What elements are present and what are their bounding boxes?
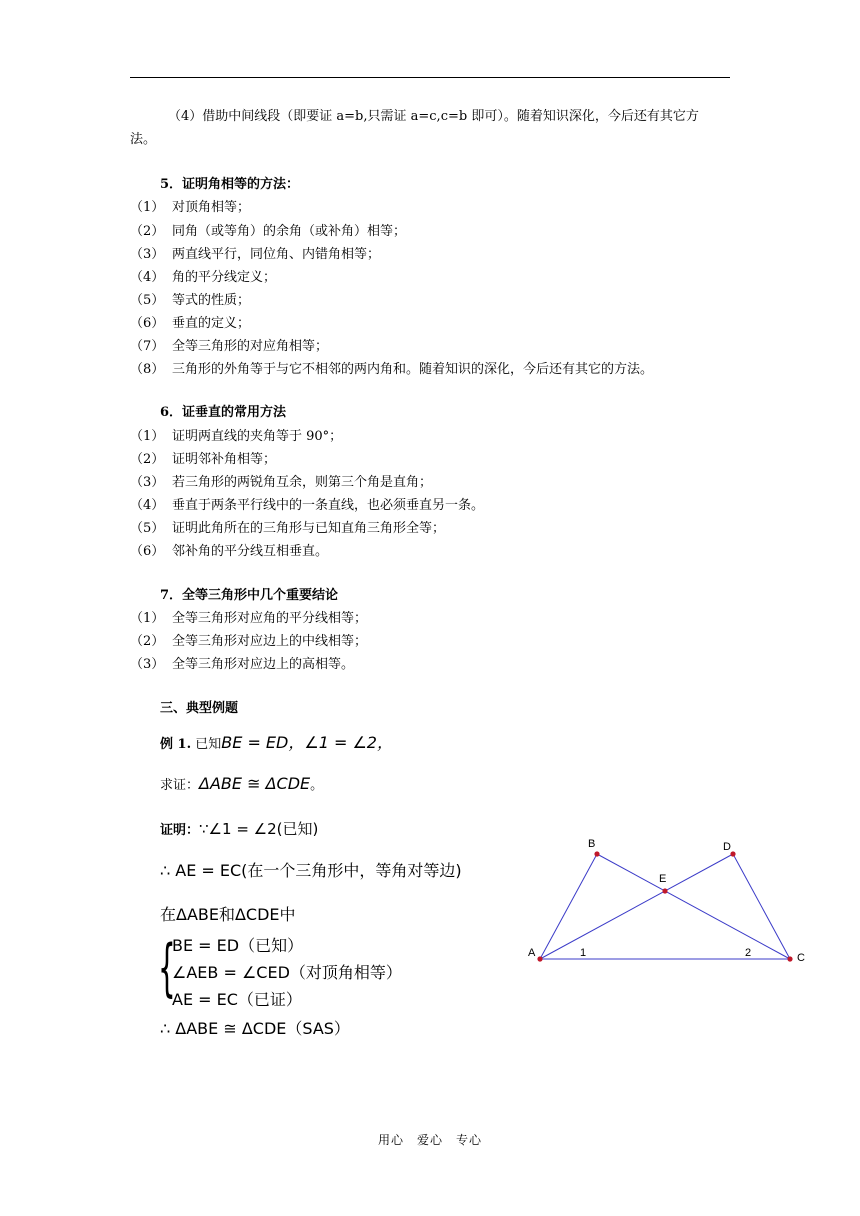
prove-math: ΔABE ≅ ΔCDE (199, 774, 311, 793)
example-1-prove: 求证：ΔABE ≅ ΔCDE。 (160, 774, 324, 793)
intro-line-1: （4）借助中间线段（即要证 a=b,只需证 a=c,c=b 即可）。随着知识深化，今后还有其它方 (168, 109, 699, 124)
list-item: （5） 证明此角所在的三角形与已知直角三角形全等； (130, 521, 446, 536)
page-footer: 用心 爱心 专心 (377, 1133, 482, 1147)
proof-step-2: ∴ AE = EC(在一个三角形中，等角对等边) (160, 861, 462, 880)
label-d: D (723, 841, 731, 853)
system-line-1: BE = ED（已知） (172, 936, 304, 955)
section-5-title: 5．证明角相等的方法： (160, 177, 300, 192)
label-c: C (797, 952, 805, 964)
header-rule (130, 77, 730, 78)
given-prefix: 已知 (195, 737, 222, 752)
system-line-2: ∠AEB = ∠CED（对顶角相等） (172, 963, 402, 982)
list-item: （3） 全等三角形对应边上的高相等。 (130, 657, 355, 672)
list-item: （4） 角的平分线定义； (130, 270, 277, 285)
label-angle-2: 2 (745, 947, 752, 959)
list-item: （1） 证明两直线的夹角等于 90°； (130, 429, 343, 444)
list-item: （2） 同角（或等角）的余角（或补角）相等； (130, 224, 407, 239)
list-item: （3） 若三角形的两锐角互余，则第三个角是直角； (130, 475, 433, 490)
label-e: E (659, 873, 667, 885)
proof-conclusion: ∴ ΔABE ≅ ΔCDE（SAS） (160, 1019, 350, 1038)
list-item: （7） 全等三角形的对应角相等； (130, 339, 329, 354)
label-b: B (588, 838, 596, 850)
point-b (594, 851, 599, 856)
system-brace: { (158, 931, 176, 1004)
point-a (537, 956, 542, 961)
example-label: 例 1. (160, 737, 192, 752)
prove-prefix: 求证： (160, 778, 200, 793)
list-item: （2） 证明邻补角相等； (130, 452, 277, 467)
geometry-figure (520, 830, 820, 980)
list-item: （1） 对顶角相等； (130, 200, 251, 215)
section-6-title: 6．证垂直的常用方法 (160, 405, 287, 420)
label-angle-1: 1 (580, 947, 587, 959)
list-item: （6） 邻补角的平分线互相垂直。 (130, 544, 329, 559)
proof-prefix: 证明： (160, 823, 200, 838)
list-item: （6） 垂直的定义； (130, 316, 251, 331)
list-item: （2） 全等三角形对应边上的中线相等； (130, 634, 368, 649)
list-item: （1） 全等三角形对应角的平分线相等； (130, 611, 368, 626)
point-d (730, 851, 735, 856)
point-c (787, 956, 792, 961)
point-e (662, 888, 667, 893)
intro-line-2: 法。 (130, 132, 157, 147)
section-7-title: 7．全等三角形中几个重要结论 (160, 588, 339, 603)
given-math: BE = ED，∠1 = ∠2， (221, 733, 393, 752)
proof-step-1: 证明：∵∠1 = ∠2(已知) (160, 820, 319, 838)
list-item: （5） 等式的性质； (130, 293, 251, 308)
list-item: （3） 两直线平行，同位角、内错角相等； (130, 247, 381, 262)
label-a: A (528, 947, 536, 959)
example-1-given (160, 734, 393, 754)
examples-heading: 三、典型例题 (160, 701, 239, 716)
list-item: （8） 三角形的外角等于与它不相邻的两内角和。随着知识的深化，今后还有其它的方法。 (130, 362, 654, 377)
list-item: （4） 垂直于两条平行线中的一条直线，也必须垂直另一条。 (130, 498, 485, 513)
system-line-3: AE = EC（已证） (172, 990, 302, 1009)
proof-step-3: 在ΔABE和ΔCDE中 (160, 905, 296, 924)
